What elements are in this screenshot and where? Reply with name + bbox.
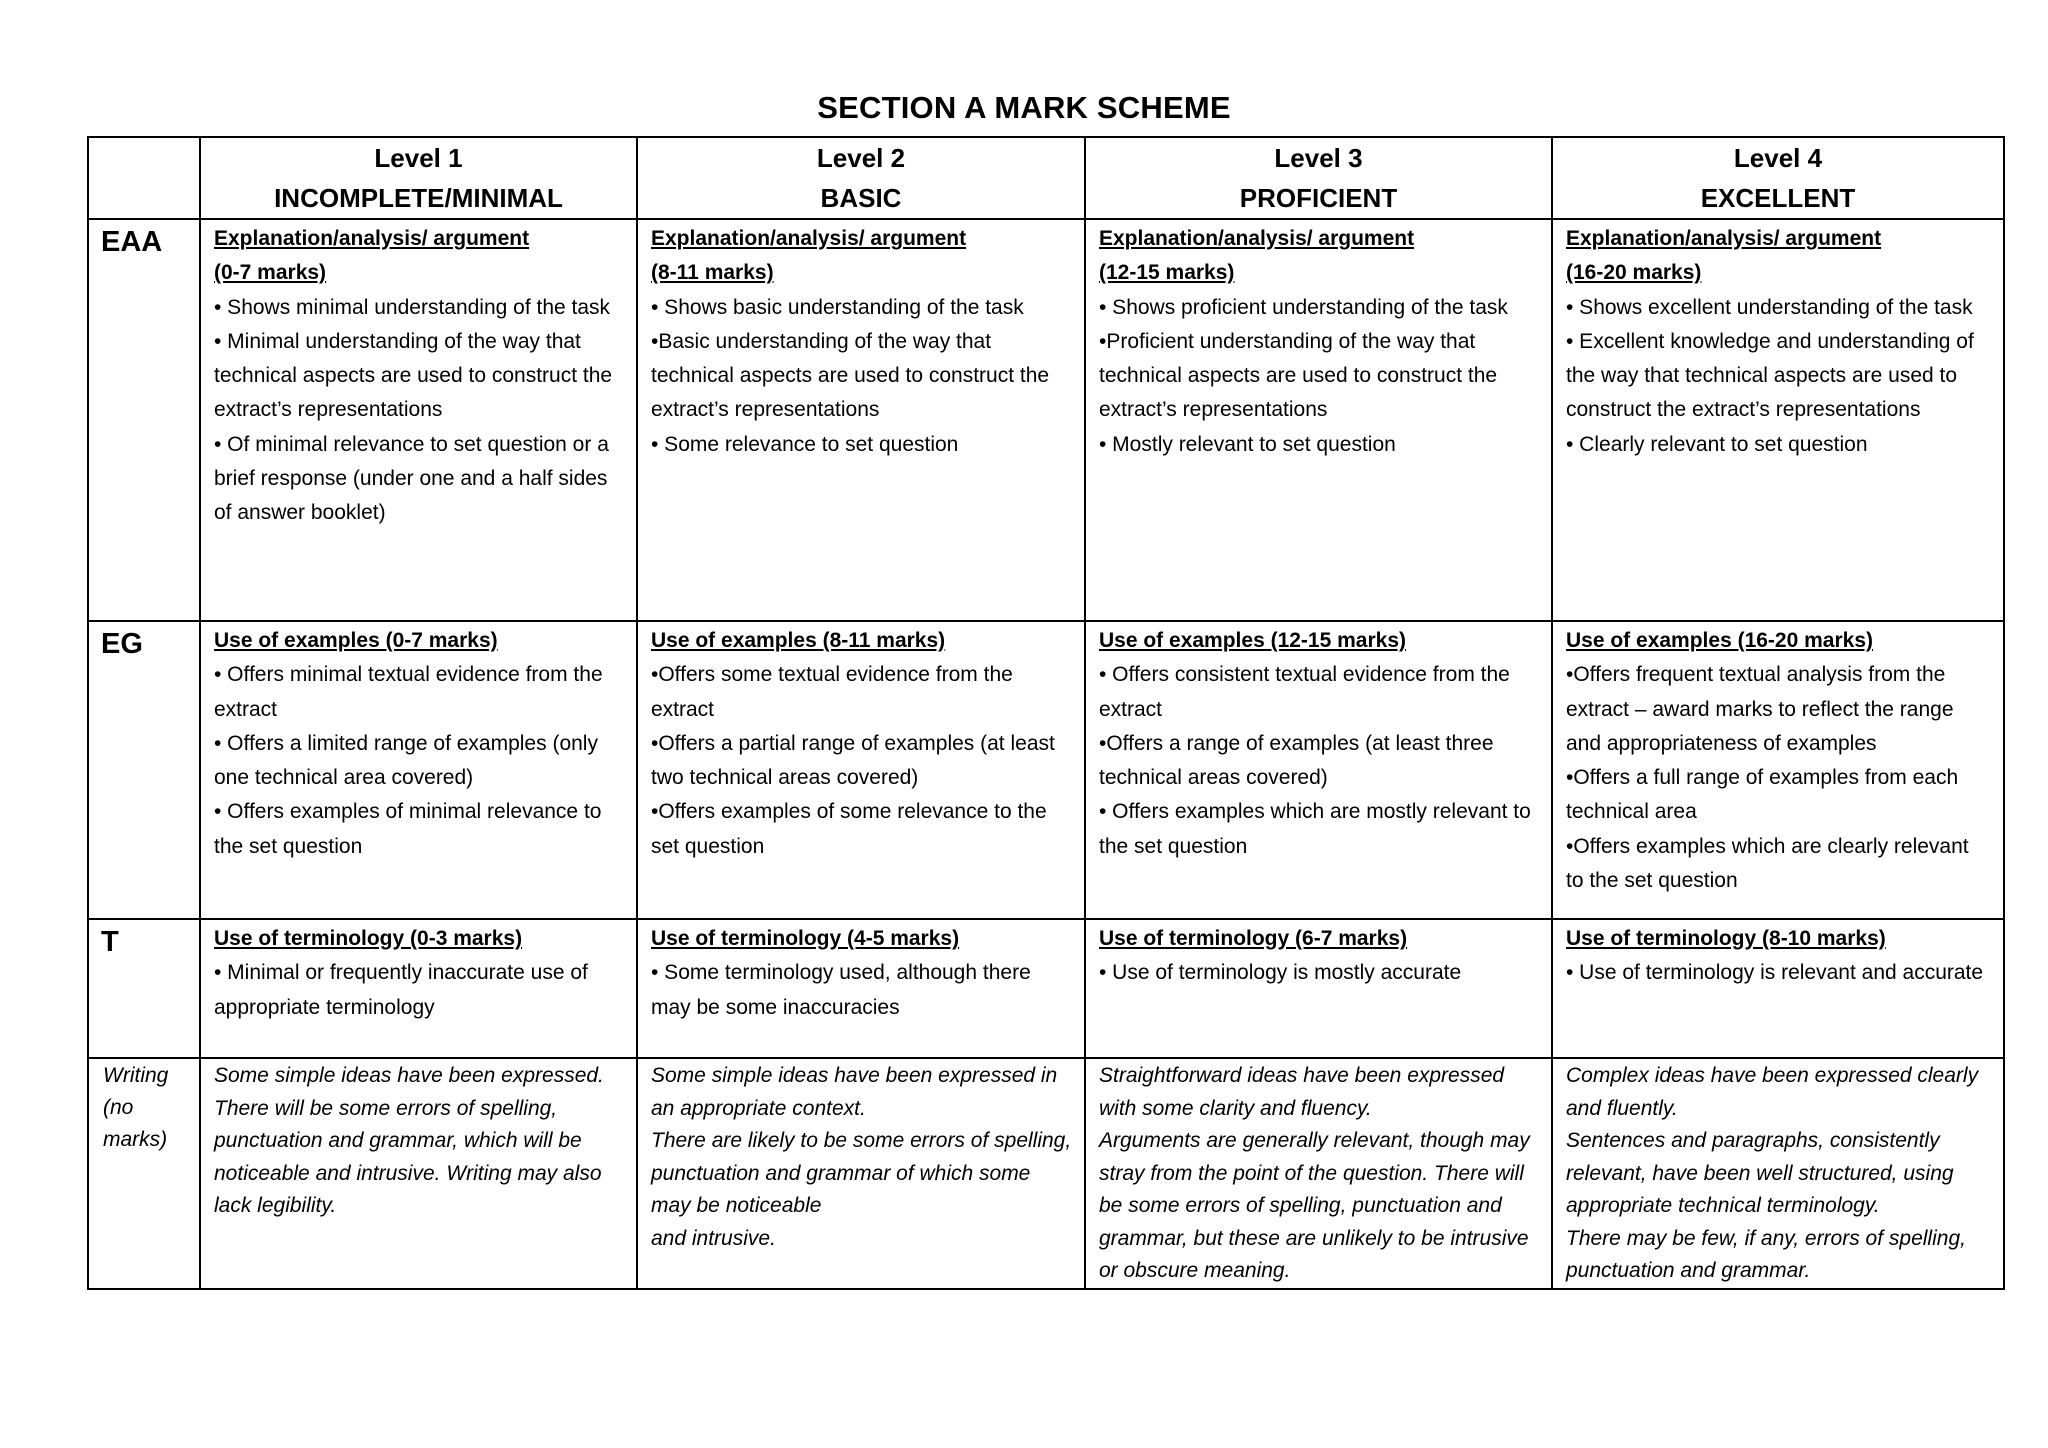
eaa-row [88, 219, 2004, 621]
row-label-writing [88, 1058, 200, 1289]
criterion-bullet: • Mostly relevant to set question [1099, 432, 1396, 456]
t-level-1-cell [200, 919, 637, 1058]
header-level-1 [200, 137, 637, 219]
criterion-bullet: • Offers minimal textual evidence from the extract [214, 663, 603, 721]
row-label-eg: EG [88, 621, 200, 919]
criterion-bullet: • Offers examples which are mostly relevant to the set question [1099, 800, 1531, 858]
mark-scheme-table [87, 136, 2005, 1290]
header-level-4 [1552, 137, 2004, 219]
eg-level-3-cell [1085, 621, 1552, 919]
t-row [88, 919, 2004, 1058]
criterion-bullet: • Excellent knowledge and understanding of the way that technical aspects are used to construct the extract’s representations [1566, 329, 1974, 422]
t-level-4-cell [1552, 919, 2004, 1058]
level-number: Level 3 [1274, 143, 1363, 173]
criterion-heading: Explanation/analysis/ argument [214, 227, 530, 250]
writing-row [88, 1058, 2004, 1289]
writing-label-line: marks) [103, 1128, 168, 1151]
level-number: Level 1 [374, 143, 463, 173]
criterion-bullet: • Use of terminology is relevant and accurate [1566, 961, 1984, 985]
writing-label-line: (no [103, 1096, 134, 1119]
level-name: INCOMPLETE/MINIMAL [274, 183, 563, 213]
criterion-marks: (0-7 marks) [214, 261, 327, 285]
level-name: BASIC [820, 183, 902, 213]
criterion-bullet: • Offers examples of minimal relevance to the set question [214, 800, 602, 858]
criterion-bullet: •Offers some textual evidence from the extract [651, 663, 1013, 721]
criterion-heading: Use of examples (16-20 marks) [1566, 629, 1873, 652]
criterion-bullet: • Of minimal relevance to set question or a brief response (under one and a half sides of answer booklet) [214, 432, 609, 525]
eg-level-2-cell [637, 621, 1085, 919]
criterion-heading: Use of terminology (4-5 marks) [651, 927, 960, 950]
criterion-bullet: •Offers a range of examples (at least three technical areas covered) [1099, 731, 1494, 790]
writing-level-2-cell [637, 1058, 1085, 1289]
criterion-heading: Use of examples (8-11 marks) [651, 629, 946, 652]
writing-text: Arguments are generally relevant, though may stray from the point of the question. There will be some errors of spelling, punctuation and grammar, but these are unlikely to be intrusive or obscure meaning. [1099, 1129, 1530, 1282]
criterion-bullet: • Some terminology used, although there may be some inaccuracies [651, 961, 1031, 1019]
criterion-heading: Explanation/analysis/ argument [1566, 227, 1882, 250]
writing-label-line: Writing [103, 1064, 169, 1087]
level-name: PROFICIENT [1239, 183, 1398, 213]
criterion-bullet: • Clearly relevant to set question [1566, 432, 1868, 456]
t-level-2-cell [637, 919, 1085, 1058]
criterion-heading: Use of terminology (6-7 marks) [1099, 927, 1408, 950]
criterion-bullet: • Shows basic understanding of the task [651, 295, 1024, 319]
writing-text: and intrusive. [651, 1226, 776, 1250]
criterion-bullet: • Offers consistent textual evidence from the extract [1099, 663, 1510, 721]
eaa-level-1-cell [200, 219, 637, 621]
writing-text: Some simple ideas have been expressed. There will be some errors of spelling, punctuation and grammar, which will be noticeable and intrusive. Writing may also lack legibility. [214, 1064, 604, 1217]
level-number: Level 4 [1733, 143, 1823, 173]
criterion-marks: (12-15 marks) [1099, 261, 1235, 285]
header-corner-cell [88, 137, 200, 219]
header-level-2 [637, 137, 1085, 219]
writing-level-1-cell [200, 1058, 637, 1289]
criterion-bullet: • Use of terminology is mostly accurate [1099, 961, 1462, 985]
writing-text: There may be few, if any, errors of spelling, punctuation and grammar. [1566, 1226, 1966, 1282]
criterion-bullet: • Offers a limited range of examples (only one technical area covered) [214, 731, 598, 790]
criterion-bullet: •Offers examples which are clearly relevant to the set question [1566, 834, 1969, 893]
criterion-marks: (16-20 marks) [1566, 261, 1702, 285]
criterion-bullet: • Minimal understanding of the way that technical aspects are used to construct the extract’s representations [214, 329, 613, 422]
t-level-3-cell [1085, 919, 1552, 1058]
header-row [88, 137, 2004, 219]
criterion-bullet: • Shows proficient understanding of the task [1099, 295, 1508, 319]
criterion-heading: Use of terminology (0-3 marks) [214, 927, 523, 950]
criterion-heading: Explanation/analysis/ argument [1099, 227, 1415, 250]
criterion-bullet: •Basic understanding of the way that technical aspects are used to construct the extract’s representations [651, 329, 1050, 422]
header-level-3 [1085, 137, 1552, 219]
row-label-t: T [88, 919, 200, 1058]
criterion-marks: (8-11 marks) [651, 261, 774, 285]
eg-row [88, 621, 2004, 919]
row-label-eaa: EAA [88, 219, 200, 621]
page-title: SECTION A MARK SCHEME [817, 90, 1231, 125]
writing-level-4-cell [1552, 1058, 2004, 1289]
criterion-bullet: •Offers frequent textual analysis from the extract – award marks to reflect the range and appropriateness of examples [1566, 663, 1954, 755]
writing-text: Sentences and paragraphs, consistently relevant, have been well structured, using appropriate technical terminology. [1566, 1129, 1954, 1217]
criterion-bullet: • Shows minimal understanding of the task [214, 295, 611, 319]
criterion-bullet: • Some relevance to set question [651, 432, 959, 456]
criterion-heading: Use of examples (12-15 marks) [1099, 629, 1406, 652]
criterion-bullet: •Offers examples of some relevance to the set question [651, 800, 1047, 858]
writing-text: Straightforward ideas have been expressed with some clarity and fluency. [1099, 1064, 1505, 1120]
criterion-heading: Use of terminology (8-10 marks) [1566, 927, 1886, 950]
level-name: EXCELLENT [1700, 183, 1856, 213]
criterion-bullet: •Proficient understanding of the way that technical aspects are used to construct the extract’s representations [1099, 329, 1498, 422]
eg-level-1-cell [200, 621, 637, 919]
criterion-bullet: • Shows excellent understanding of the task [1566, 295, 1973, 319]
criterion-bullet: • Minimal or frequently inaccurate use of appropriate terminology [214, 961, 588, 1019]
level-number: Level 2 [816, 143, 906, 173]
eaa-level-3-cell [1085, 219, 1552, 621]
eaa-level-4-cell [1552, 219, 2004, 621]
writing-text: Complex ideas have been expressed clearly and fluently. [1566, 1064, 1979, 1120]
writing-level-3-cell [1085, 1058, 1552, 1289]
eg-level-4-cell [1552, 621, 2004, 919]
criterion-bullet: •Offers a partial range of examples (at least two technical areas covered) [651, 731, 1055, 790]
criterion-heading: Use of examples (0-7 marks) [214, 629, 498, 652]
criterion-bullet: •Offers a full range of examples from each technical area [1566, 766, 1959, 824]
criterion-heading: Explanation/analysis/ argument [651, 227, 967, 250]
writing-text: There are likely to be some errors of spelling, punctuation and grammar of which some may be noticeable [651, 1129, 1072, 1217]
eaa-level-2-cell [637, 219, 1085, 621]
writing-text: Some simple ideas have been expressed in an appropriate context. [651, 1064, 1058, 1120]
